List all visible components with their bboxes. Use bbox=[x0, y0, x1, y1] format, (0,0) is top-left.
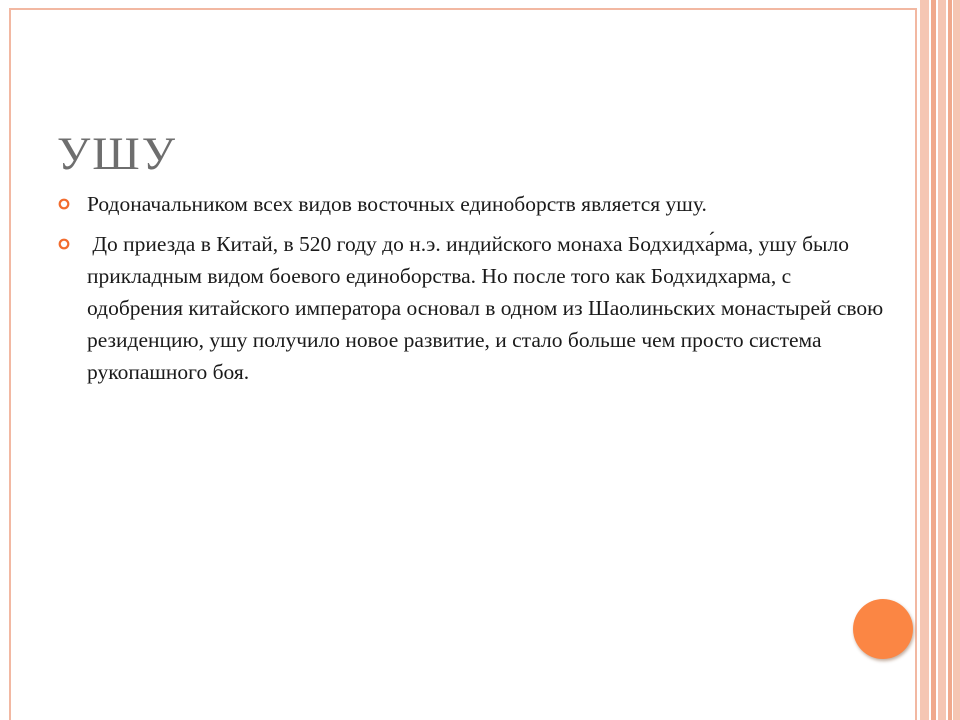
stripe bbox=[953, 0, 960, 720]
stripe bbox=[938, 0, 946, 720]
bullet-item bbox=[58, 188, 888, 220]
bullet-text: До приезда в Китай, в 520 году до н.э. индийского монаха Бодхидха́рма, ушу было прикладным видом боевого единоборства. Но после того как Бодхидхарма, с одобрения китайского императора основал в одном из Шаолиньских монастырей свою резиденцию, ушу получило новое развитие, и стало больше чем просто система рукопашного боя. bbox=[87, 232, 889, 384]
stripe bbox=[948, 0, 952, 720]
bullet-list bbox=[58, 188, 888, 396]
orange-circle-icon bbox=[853, 599, 913, 659]
open-circle-bullet-icon bbox=[58, 198, 70, 210]
bullet-text: Родоначальником всех видов восточных единоборств является ушу. bbox=[87, 192, 707, 216]
slide-title: УШУ bbox=[57, 128, 177, 180]
stripe bbox=[931, 0, 936, 720]
decorative-stripes bbox=[920, 0, 960, 720]
stripe bbox=[920, 0, 929, 720]
open-circle-bullet-icon bbox=[58, 238, 70, 250]
bullet-item bbox=[58, 228, 888, 388]
